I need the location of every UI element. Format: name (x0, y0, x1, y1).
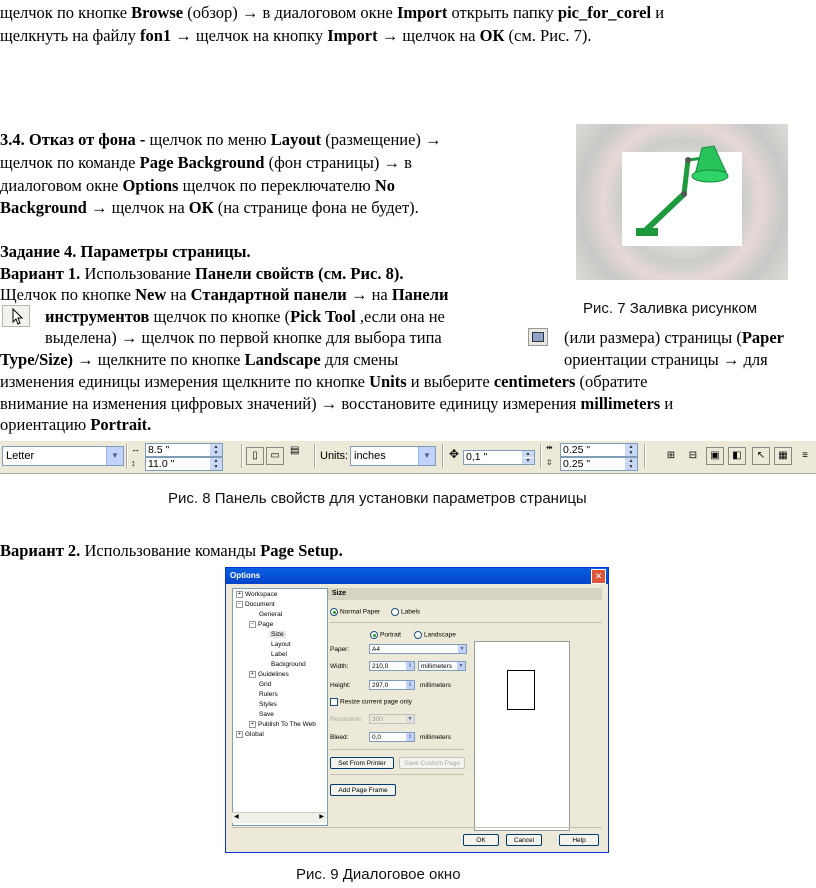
paper-select[interactable]: A4 ▼ (369, 644, 467, 654)
units-select[interactable]: inches ▼ (350, 446, 436, 466)
height-input[interactable]: 297,0 ⇕ (369, 680, 415, 690)
normal-paper-radio[interactable]: Normal Paper (330, 608, 380, 616)
page-preview (474, 641, 570, 831)
text-line: щелкнуть на файлу fon1 → щелчок на кнопку Import → щелчок на ОК (см. Рис. 7). (0, 26, 592, 45)
tree-item-document[interactable]: − Document (236, 601, 275, 608)
figure-7-caption: Рис. 7 Заливка рисунком (583, 300, 758, 317)
text-line: (или размера) страницы (Paper (564, 328, 784, 347)
width-label: Width: (330, 663, 349, 670)
landscape-radio[interactable]: Landscape (414, 631, 456, 639)
tree-item-general[interactable]: General (259, 611, 283, 618)
snap-grid-button[interactable]: ⊞ (662, 447, 680, 465)
help-button[interactable]: Help (559, 834, 599, 846)
treat-as-filled-button[interactable]: ↖ (752, 447, 770, 465)
tree-item-styles[interactable]: Styles (259, 701, 277, 708)
text-line: внимание на изменения цифровых значений) → восстановите единицу измерения millimeters и (0, 394, 674, 413)
height-label: Height: (330, 682, 351, 689)
text-line: диалоговом окне Options щелчок по переключателю No (0, 176, 395, 195)
labels-radio[interactable]: Labels (391, 608, 420, 616)
duplicate-horizontal-input[interactable]: 0.25 " ▲ ▼ (560, 443, 638, 457)
portrait-radio[interactable]: Portrait (370, 631, 401, 639)
options-dialog (225, 567, 609, 853)
bleed-label: Bleed: (330, 734, 349, 741)
tree-item-layout[interactable]: Layout (271, 641, 291, 648)
nudge-icon: ✥ (449, 447, 460, 461)
nudge-offset-input[interactable]: 0,1 " ▲ ▼ (463, 450, 535, 465)
desk-lamp-icon (576, 124, 788, 280)
dialog-title: Options (226, 568, 608, 584)
text-line: Type/Size) → щелкните по кнопке Landscape для смены (0, 350, 399, 369)
landscape-button[interactable]: ▭ (266, 447, 284, 465)
bleed-input[interactable]: 0,0 ⇕ (369, 732, 415, 742)
options-button[interactable]: ▦ (774, 447, 792, 465)
text-line: изменения единицы измерения щелкните по кнопке Units и выберите centimeters (обратите (0, 372, 648, 391)
height-units: millimeters (420, 682, 452, 689)
text-line: щелчок по кнопке Browse (обзор) → в диалоговом окне Import открыть папку pic_for_corel и (0, 3, 665, 22)
snap-guidelines-button[interactable]: ⊟ (684, 447, 702, 465)
set-from-printer-button[interactable]: Set From Printer (330, 757, 394, 769)
figure-9-caption: Рис. 9 Диалоговое окно (296, 866, 461, 883)
close-icon[interactable]: ✕ (591, 569, 606, 584)
resolution-select: 300 ▼ (369, 714, 415, 724)
pick-tool-icon (2, 305, 30, 327)
tree-item-size[interactable]: Size (271, 631, 284, 638)
bleed-units: millimeters (420, 734, 452, 741)
page-width-input[interactable]: 8.5 " ▲ ▼ (145, 443, 223, 457)
text-line: щелчок по команде Page Background (фон страницы) → в (0, 153, 412, 172)
tree-item-workspace[interactable]: + Workspace (236, 591, 277, 598)
variant-1-line: Вариант 1. Использование Панели свойств (см. Рис. 8). (0, 264, 404, 283)
tree-item-grid[interactable]: Grid (259, 681, 272, 688)
lamp-figure (576, 124, 788, 280)
task-heading: Задание 4. Параметры страницы. (0, 242, 251, 261)
options-tree (232, 588, 328, 826)
property-bar (0, 440, 816, 474)
variant-2-line: Вариант 2. Использование команды Page Setup. (0, 541, 343, 560)
paper-label: Paper: (330, 646, 350, 653)
ok-button[interactable]: OK (463, 834, 499, 846)
dynamic-guides-button[interactable]: ◧ (728, 447, 746, 465)
units-select[interactable]: millimeters ▼ (418, 661, 466, 671)
paper-type-select[interactable]: Letter ▼ (2, 446, 124, 466)
apply-all-pages-icon[interactable]: ▤ (290, 445, 300, 456)
text-line: инструментов щелчок по кнопке (Pick Tool ,если она не (45, 307, 445, 326)
units-label: Units: (320, 450, 349, 462)
width-input[interactable]: 210,0 ⇕ (369, 661, 415, 671)
width-icon: ↔ (131, 444, 140, 454)
text-line: Background → щелчок на ОК (на странице фона не будет). (0, 198, 419, 217)
resolution-label: Resolution: (330, 716, 363, 723)
tree-item-label[interactable]: Label (271, 651, 287, 658)
paper-type-icon (528, 328, 548, 346)
text-line: выделена) → щелчок по первой кнопке для выбора типа (45, 328, 442, 347)
tree-scrollbar[interactable]: ◀ ▶ (232, 812, 326, 823)
tree-item-global[interactable]: + Global (236, 731, 264, 738)
add-page-frame-button[interactable]: Add Page Frame (330, 784, 396, 796)
section-heading: 3.4. Отказ от фона - щелчок по меню Layout (размещение) → (0, 130, 442, 149)
figure-8-caption: Рис. 8 Панель свойств для установки параметров страницы (168, 490, 587, 507)
section-header: Size (328, 588, 602, 600)
text-line: ориентации страницы → для (564, 350, 768, 369)
chevron-down-icon[interactable]: ▼ (106, 447, 123, 465)
duplicate-vertical-input[interactable]: 0.25 " ▲ ▼ (560, 457, 638, 471)
tree-item-save[interactable]: Save (259, 711, 274, 718)
resize-checkbox[interactable]: Resize current page only (330, 698, 412, 706)
tree-item-guidelines[interactable]: + Guidelines (249, 671, 289, 678)
chevron-down-icon[interactable]: ▼ (418, 447, 435, 465)
duplicate-horizontal-icon: ⇹ (546, 443, 553, 452)
alignment-button[interactable]: ≡ (796, 447, 814, 465)
duplicate-vertical-icon: ⇳ (546, 458, 553, 467)
tree-item-page[interactable]: − Page (249, 621, 273, 628)
height-icon: ↕ (131, 458, 136, 468)
text-line: Щелчок по кнопке New на Стандартной панели → на Панели (0, 285, 449, 304)
save-custom-page-button: Save Custom Page (399, 757, 465, 769)
tree-item-background[interactable]: Background (271, 661, 306, 668)
tree-item-rulers[interactable]: Rulers (259, 691, 278, 698)
snap-objects-button[interactable]: ▣ (706, 447, 724, 465)
portrait-button[interactable]: ▯ (246, 447, 264, 465)
cancel-button[interactable]: Cancel (506, 834, 542, 846)
tree-item-publish[interactable]: + Publish To The Web (249, 721, 316, 728)
text-line: ориентацию Portrait. (0, 415, 152, 434)
page-height-input[interactable]: 11.0 " ▲ ▼ (145, 457, 223, 471)
